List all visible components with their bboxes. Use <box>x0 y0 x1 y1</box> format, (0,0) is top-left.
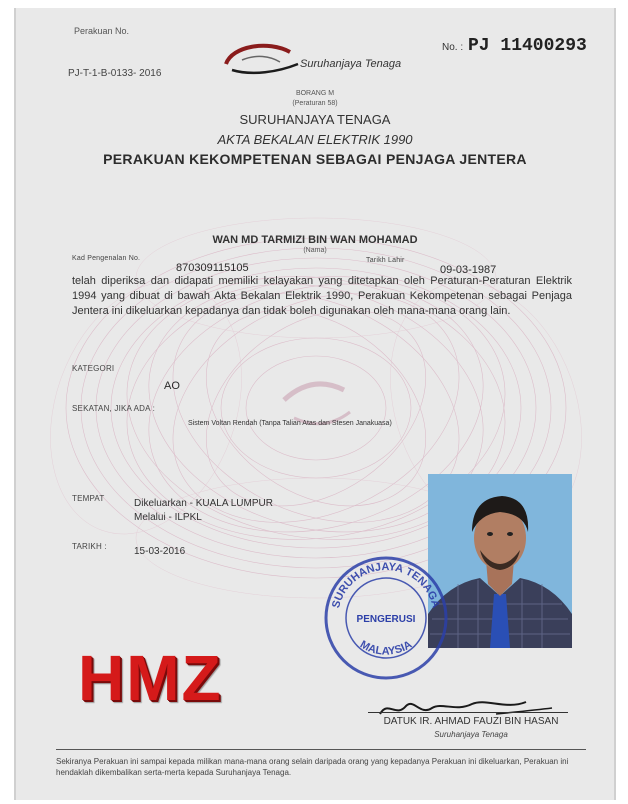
title-suruhanjaya: SURUHANJAYA TENAGA <box>239 112 391 127</box>
certificate-paragraph: telah diperiksa dan didapati memiliki kelayakan yang ditetapkan oleh Peraturan-Peraturan Elektrik 1994 yang dibuat di bawah Akta Bekalan Elektrik 1990, Perakuan Kekompetenan sebagai Penjaga Jentera ini dikeluarkan kepadanya dan tidak boleh digunakan oleh mana-mana orang lain. <box>72 275 572 317</box>
signatory-title: Suruhanjaya Tenaga <box>434 730 508 739</box>
signature-line <box>368 712 568 713</box>
serial-label: No. : <box>442 42 464 53</box>
tempat-value-via: Melalui - ILPKL <box>134 512 202 523</box>
peraturan-label: (Peraturan 58) <box>292 100 338 107</box>
kategori-value: AO <box>164 380 180 392</box>
svg-text:MALAYSIA <box>358 639 414 658</box>
dob-value: 09-03-1987 <box>440 264 497 276</box>
certificate-sheet <box>14 8 616 800</box>
stamp-top-text: SURUHANJAYA TENAGA <box>330 560 442 610</box>
stamp-bottom-text: MALAYSIA <box>357 638 415 658</box>
holder-name: WAN MD TARMIZI BIN WAN MOHAMAD <box>212 234 418 246</box>
logo-text: Suruhanjaya Tenaga <box>300 58 402 70</box>
sekatan-label: SEKATAN, JIKA ADA : <box>72 404 156 413</box>
borang-label: BORANG M <box>295 90 335 97</box>
ic-value: 870309115105 <box>176 262 249 274</box>
holder-name-label: (Nama) <box>303 247 327 254</box>
perakuan-no-label: Perakuan No. <box>74 26 130 36</box>
title-perakuan: PERAKUAN KEKOMPETENAN SEBAGAI PENJAGA JENTERA <box>103 151 527 167</box>
tarikh-value: 15-03-2016 <box>134 546 186 557</box>
title-akta: AKTA BEKALAN ELEKTRIK 1990 <box>217 132 413 147</box>
dob-label: Tarikh Lahir <box>366 257 405 264</box>
reference-number: PJ-T-1-B-0133- 2016 <box>68 68 162 79</box>
kategori-label: KATEGORI <box>72 364 115 373</box>
tempat-value-issued: Dikeluarkan - KUALA LUMPUR <box>134 498 273 509</box>
footer-note: Sekiranya Perakuan ini sampai kepada milikan mana-mana orang selain daripada orang yang kepadanya Perakuan ini dikeluarkan, Perakuan ini hendaklah dikembalikan serta-merta kepada Suruhanjaya Tenaga. <box>56 757 569 777</box>
suruhanjaya-tenaga-logo-icon <box>222 42 312 78</box>
serial-number: PJ 11400293 <box>468 36 587 56</box>
ic-label: Kad Pengenalan No. <box>72 255 141 262</box>
tarikh-label: TARIKH : <box>72 542 107 551</box>
tempat-label: TEMPAT <box>72 494 105 503</box>
stamp-center-text: PENGERUSI <box>356 614 416 625</box>
signatory-name: DATUK IR. AHMAD FAUZI BIN HASAN <box>383 716 559 727</box>
svg-text:SURUHANJAYA TENAGA <box>330 561 442 610</box>
official-stamp-icon <box>320 552 452 684</box>
hmz-watermark: HMZ <box>78 642 223 714</box>
sekatan-value: Sistem Voltan Rendah (Tanpa Talian Atas dan Stesen Janakuasa) <box>188 420 392 427</box>
footer-rule <box>56 749 586 750</box>
